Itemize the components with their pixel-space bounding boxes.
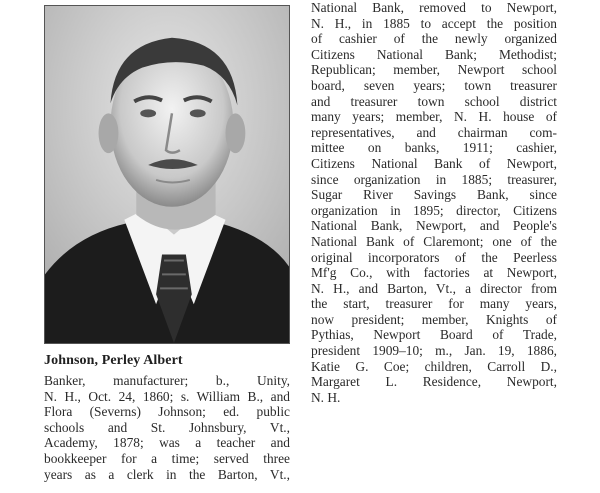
bio-line: National Bank, Newport, and People's xyxy=(311,218,557,234)
bio-line: Margaret L. Residence, Newport, xyxy=(311,374,557,390)
bio-line: years as a clerk in the Barton, Vt., xyxy=(44,466,290,482)
bio-line: N. H. xyxy=(311,389,341,405)
bio-line: bookkeeper for a time; served three xyxy=(44,450,290,466)
bio-line: president 1909–10; m., Jan. 19, 1886, xyxy=(311,343,557,359)
portrait-photo xyxy=(44,5,290,344)
bio-line: original incorporators of the Peerless xyxy=(311,249,557,265)
bio-line: Banker, manufacturer; b., Unity, xyxy=(44,373,290,388)
bio-line: Mf'g Co., with factories at Newport, xyxy=(311,265,557,281)
bio-line: schools and St. Johnsbury, Vt., xyxy=(44,419,290,435)
bio-line: Citizens National Bank; Methodist; xyxy=(311,46,557,62)
bio-line: since organization in 1885; treasurer, xyxy=(311,171,557,187)
bio-line: now president; member, Knights of xyxy=(311,311,557,327)
bio-line: Pythias, Newport Board of Trade, xyxy=(311,327,557,343)
bio-line: Flora (Severns) Johnson; ed. public xyxy=(44,404,290,420)
entry-name-heading: Johnson, Perley Albert xyxy=(44,353,183,368)
bio-line: and treasurer town school district xyxy=(311,93,557,109)
bio-line: many years; member, N. H. house of xyxy=(311,109,557,125)
bio-line: board, seven years; town treasurer xyxy=(311,77,557,93)
bio-line: Sugar River Savings Bank, since xyxy=(311,187,557,203)
bio-line: N. H., and Barton, Vt., a director from xyxy=(311,280,557,296)
bio-line: of cashier of the newly organized xyxy=(311,31,557,47)
bio-line: N. H., in 1885 to accept the position xyxy=(311,15,557,31)
bio-line: representatives, and chairman com- xyxy=(311,124,557,140)
bio-right-column xyxy=(311,0,557,405)
bio-line: National Bank of Claremont; one of the xyxy=(311,233,557,249)
bio-line: mittee on banks, 1911; cashier, xyxy=(311,140,557,156)
bio-line: N. H., Oct. 24, 1860; s. William B., and xyxy=(44,388,290,404)
bio-line: Academy, 1878; was a teacher and xyxy=(44,435,290,451)
bio-line: the start, treasurer for many years, xyxy=(311,296,557,312)
bio-line: organization in 1895; director, Citizens xyxy=(311,202,557,218)
bio-line: Katie G. Coe; children, Carroll D., xyxy=(311,358,557,374)
bio-line: National Bank, removed to Newport, xyxy=(311,0,557,15)
bio-left-column xyxy=(44,373,290,482)
bio-line: Republican; member, Newport school xyxy=(311,62,557,78)
bio-line: Citizens National Bank of Newport, xyxy=(311,155,557,171)
